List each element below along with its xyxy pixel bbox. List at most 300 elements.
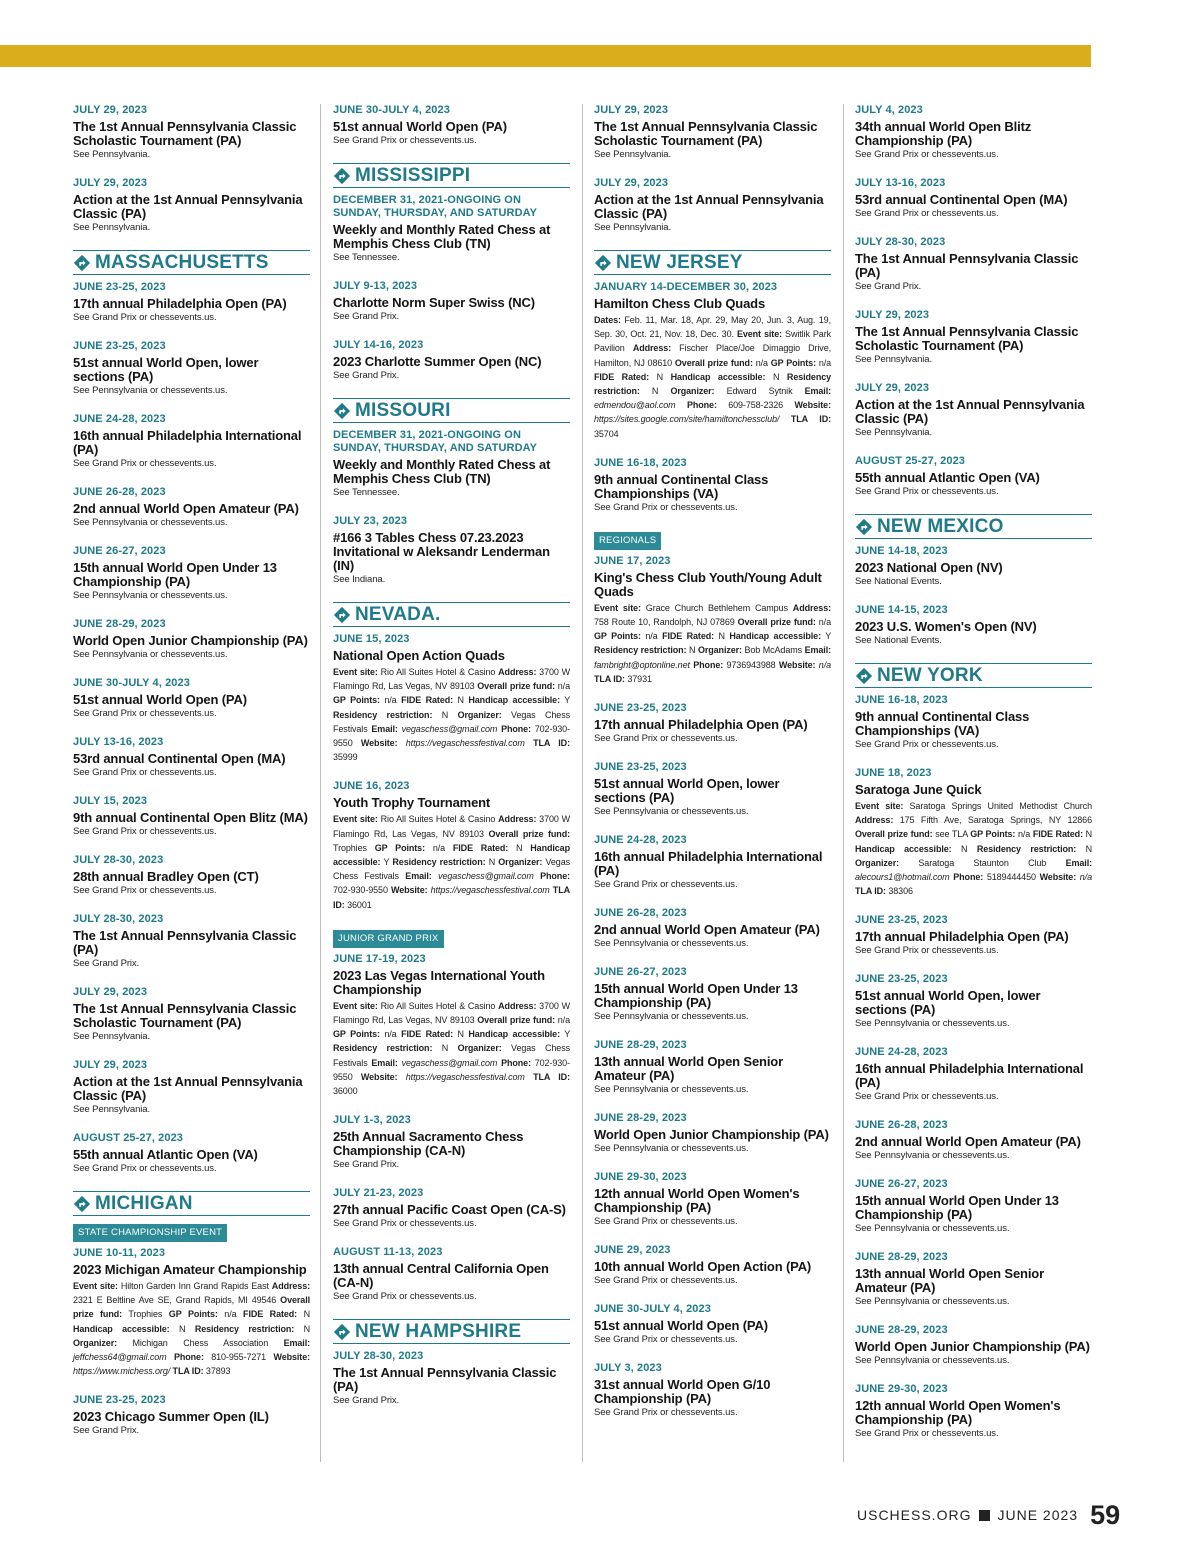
event-title: 2nd annual World Open Amateur (PA) [73,501,299,516]
event-reference: See Pennsylvania. [73,1031,150,1042]
event-title: #166 3 Tables Chess 07.23.2023 Invitational w Aleksandr Lenderman (IN) [333,530,550,573]
detail-label: FIDE Rated: [1032,829,1083,840]
detail-label: GP Points: [374,842,425,853]
detail-value[interactable]: https://vegaschessfestival.com [430,885,550,896]
detail-label: Organizer: [697,645,742,656]
event-reference: See Grand Prix or chessevents.us. [333,135,477,146]
event-reference: See Pennsylvania or chessevents.us. [73,385,228,396]
detail-label: GP Points: [333,1029,380,1040]
event-listing [594,530,831,686]
detail-value[interactable]: jeffchess64@gmail.com [73,1352,167,1363]
event-reference: See Pennsylvania or chessevents.us. [594,806,749,818]
detail-value: n/a [557,1015,570,1026]
detail-value[interactable]: edmendou@aol.com [594,400,676,411]
event-listing [73,545,310,602]
event-date: JULY 29, 2023 [73,177,148,189]
header-accent-bar [0,45,1091,67]
detail-value: Switlik Park Pavilion [594,329,831,354]
detail-value[interactable]: fambright@optonline.net [594,659,690,670]
event-title: 34th annual World Open Blitz Championship (PA) [855,119,1032,148]
detail-value[interactable]: vegaschess@gmail.com [401,723,498,734]
detail-label: Overall prize fund: [73,1295,310,1320]
detail-value: N [178,1323,186,1334]
detail-value: N [516,842,523,853]
event-listing [73,854,310,897]
detail-label: FIDE Rated: [594,371,650,382]
event-date: JUNE 30-JULY 4, 2023 [73,677,190,689]
event-title: 51st annual World Open (PA) [333,119,507,134]
detail-value: 702-930-9550 [333,885,388,896]
detail-label: Email: [283,1337,311,1348]
event-date: JULY 28-30, 2023 [855,236,946,248]
detail-value: n/a [645,631,658,642]
event-listing [594,1171,831,1228]
event-listing [73,913,310,970]
detail-label: Residency restriction: [194,1323,295,1334]
event-title: 9th annual Continental Open Blitz (MA) [73,810,308,825]
detail-label: Handicap accessible: [73,1323,170,1334]
state-name: MICHIGAN [95,1192,193,1214]
event-title: 13th annual Central California Open (CA-N) [333,1261,549,1291]
event-title: King's Chess Club Youth/Young Adult Quads [594,569,822,599]
event-reference: See Pennsylvania or chessevents.us. [855,1223,1010,1235]
detail-value: 9736943988 [726,659,776,670]
event-listing [73,986,310,1043]
event-date: JUNE 17-19, 2023 [333,952,426,965]
event-reference: See Grand Prix. [333,370,400,381]
event-listing [594,1303,831,1346]
event-listing [855,177,1092,220]
detail-value: Hilton Garden Inn Grand Rapids East [120,1281,269,1291]
event-listing [855,455,1092,498]
event-date: JUNE 29, 2023 [594,1244,671,1257]
event-title: Weekly and Monthly Rated Chess at Memphis Chess Club (TN) [333,222,551,251]
detail-label: Website: [360,738,398,749]
event-title: The 1st Annual Pennsylvania Classic Scholastic Tournament (PA) [73,119,297,148]
event-reference: See Grand Prix or chessevents.us. [855,208,999,219]
state-heading [73,1191,310,1216]
detail-label: GP Points: [333,695,380,706]
detail-value: 35999 [333,752,358,763]
detail-value[interactable]: https://sites.google.com/site/hamiltonchessclub/ [594,414,780,425]
detail-label: TLA ID: [855,886,886,897]
event-date: JUNE 29-30, 2023 [855,1383,948,1396]
direction-sign-icon [73,254,91,272]
event-listing [333,194,570,264]
detail-label: FIDE Rated: [401,695,454,706]
event-date: JUNE 16-18, 2023 [594,456,687,469]
event-reference: See Grand Prix or chessevents.us. [855,739,999,750]
detail-value: 37931 [627,673,652,684]
event-date: JUNE 16, 2023 [333,780,410,793]
event-listing [73,413,310,470]
detail-label: Overall prize fund: [488,828,570,839]
detail-label: TLA ID: [594,673,625,684]
event-details [73,1279,310,1378]
detail-value: n/a [818,357,832,368]
detail-value: N [718,631,725,642]
event-listing [73,281,310,324]
event-date: JUNE 26-28, 2023 [594,907,687,920]
event-title: Youth Trophy Tournament [333,795,491,811]
event-date: JUNE 26-27, 2023 [855,1178,948,1191]
event-details [855,799,1092,898]
event-title: 51st annual World Open (PA) [594,1318,768,1334]
direction-sign-icon [73,1195,91,1213]
event-reference: See Grand Prix or chessevents.us. [73,458,217,469]
footer-issue: JUNE 2023 [997,1507,1079,1523]
event-listing [333,1114,570,1171]
event-listing [855,604,1092,647]
detail-label: Handicap accessible: [670,371,766,382]
event-date: JUNE 23-25, 2023 [73,340,166,352]
detail-label: Overall prize fund: [477,681,556,692]
detail-label: TLA ID: [533,738,570,749]
event-title: Saratoga June Quick [855,782,982,797]
event-reference: See National Events. [855,635,942,646]
detail-label: Event site: [736,329,782,340]
event-listing [855,973,1092,1030]
event-date: AUGUST 25-27, 2023 [855,455,966,467]
detail-label: Organizer: [73,1337,118,1348]
state-heading [333,163,570,188]
event-listing [594,834,831,891]
state-heading [73,250,310,275]
event-listing [333,1350,570,1407]
state-name: MASSACHUSETTS [95,251,269,273]
event-listing [333,104,570,147]
event-reference: See Pennsylvania or chessevents.us. [855,1150,1010,1162]
detail-label: Organizer: [670,386,715,397]
event-reference: See Pennsylvania or chessevents.us. [73,649,228,660]
event-title: 2023 Charlotte Summer Open (NC) [333,354,542,369]
event-reference: See Pennsylvania or chessevents.us. [594,1143,749,1155]
detail-label: TLA ID: [333,885,570,910]
event-title: 17th annual Philadelphia Open (PA) [855,929,1069,945]
event-listing [333,339,570,382]
state-heading [333,602,570,627]
detail-value[interactable]: vegaschess@gmail.com [401,1057,498,1068]
detail-label: Phone: [540,871,570,882]
detail-value: n/a [384,1029,397,1040]
detail-label: Website: [1039,872,1077,883]
event-title: 16th annual Philadelphia International (PA) [73,428,302,457]
event-title: World Open Junior Championship (PA) [594,1127,829,1143]
event-listing [855,1046,1092,1103]
event-details [333,999,570,1098]
event-reference: See Grand Prix or chessevents.us. [73,312,217,323]
detail-label: Address: [632,343,672,354]
event-reference: See Grand Prix or chessevents.us. [73,885,217,896]
event-listing [594,1362,831,1419]
event-title: 12th annual World Open Women's Championship (PA) [855,1398,1061,1428]
event-date: JULY 29, 2023 [855,382,930,394]
event-date: JUNE 23-25, 2023 [73,281,166,293]
detail-label: Residency restriction: [333,709,433,720]
event-listing [333,515,570,586]
detail-value[interactable]: n/a [818,659,832,670]
event-date: JULY 3, 2023 [594,1362,662,1375]
event-reference: See Pennsylvania or chessevents.us. [855,1018,1010,1030]
detail-label: Handicap accessible: [729,631,821,642]
event-title: The 1st Annual Pennsylvania Classic Scholastic Tournament (PA) [594,119,818,148]
detail-value: 5189444450 [986,872,1036,883]
event-reference: See Grand Prix or chessevents.us. [855,149,999,160]
event-title: World Open Junior Championship (PA) [855,1339,1090,1355]
detail-label: FIDE Rated: [243,1309,298,1320]
event-date: JULY 29, 2023 [73,1059,148,1071]
event-reference: See Grand Prix or chessevents.us. [594,1216,738,1228]
event-listing [333,280,570,323]
detail-value: N [1085,829,1093,840]
event-date: JULY 29, 2023 [594,104,669,116]
event-listing [73,677,310,720]
detail-label: Organizer: [498,857,543,868]
state-name: NEW MEXICO [877,515,1004,537]
event-reference: See Grand Prix. [73,1425,140,1437]
direction-sign-icon [855,518,873,536]
event-title: 2023 U.S. Women's Open (NV) [855,619,1037,634]
event-reference: See Pennsylvania or chessevents.us. [594,1011,749,1023]
direction-sign-icon [333,606,351,624]
event-reference: See Grand Prix or chessevents.us. [594,1407,738,1419]
detail-label: Event site: [855,801,904,811]
detail-value: n/a [432,842,446,853]
event-title: 15th annual World Open Under 13 Championship (PA) [855,1193,1059,1223]
event-title: National Open Action Quads [333,648,505,663]
detail-value: 810-955-7271 [211,1352,267,1363]
event-title: 17th annual Philadelphia Open (PA) [73,296,287,311]
event-title: 2023 National Open (NV) [855,560,1003,575]
event-title: Action at the 1st Annual Pennsylvania Classic (PA) [73,192,303,221]
event-reference: See Pennsylvania. [594,149,671,160]
detail-value: 36000 [333,1086,358,1097]
event-date: JULY 28-30, 2023 [73,913,164,925]
event-reference: See Grand Prix or chessevents.us. [855,486,999,497]
detail-label: Residency restriction: [976,843,1077,854]
event-title: Action at the 1st Annual Pennsylvania Classic (PA) [855,397,1085,426]
event-listing [594,1244,831,1287]
event-title: 2023 Las Vegas International Youth Championship [333,967,545,997]
detail-label: Event site: [333,667,378,677]
event-date: JULY 29, 2023 [594,177,669,189]
detail-label: Overall prize fund: [477,1015,556,1026]
event-reference: See Pennsylvania. [855,354,932,365]
event-category-badge: STATE CHAMPIONSHIP EVENT [73,1224,227,1242]
event-title: Hamilton Chess Club Quads [594,296,766,311]
event-listing [855,1324,1092,1367]
detail-label: Dates: [594,315,621,325]
event-date: JULY 15, 2023 [73,795,148,807]
event-title: 12th annual World Open Women's Championship (PA) [594,1186,800,1216]
detail-value: N [772,371,780,382]
event-date: JUNE 23-25, 2023 [73,1394,166,1407]
event-title: Weekly and Monthly Rated Chess at Memphis Chess Club (TN) [333,457,551,486]
event-date: JULY 23, 2023 [333,515,408,527]
event-date: JANUARY 14-DECEMBER 30, 2023 [594,281,778,293]
event-title: The 1st Annual Pennsylvania Classic Scholastic Tournament (PA) [855,324,1079,353]
detail-label: Phone: [173,1352,204,1363]
detail-value: Rio All Suites Hotel & Casino [380,814,496,825]
detail-value: Y [825,631,832,642]
event-category-badge: REGIONALS [594,532,661,550]
detail-label: Address: [498,667,537,677]
detail-value: 36001 [347,899,372,910]
event-details [594,601,831,686]
event-reference: See National Events. [855,576,942,587]
event-title: 51st annual World Open, lower sections (PA) [73,355,259,384]
event-reference: See Pennsylvania or chessevents.us. [73,517,228,528]
event-reference: See Pennsylvania. [594,222,671,233]
event-date: JUNE 28-29, 2023 [73,618,166,630]
event-reference: See Pennsylvania or chessevents.us. [855,1355,1010,1367]
event-date: JULY 13-16, 2023 [73,736,164,748]
event-title: 9th annual Continental Class Championships (VA) [594,471,769,501]
event-reference: See Grand Prix. [333,1395,400,1407]
detail-value[interactable]: vegaschess@gmail.com [438,871,534,882]
detail-value: N [1085,843,1092,854]
direction-sign-icon [333,402,351,420]
event-title: 2nd annual World Open Amateur (PA) [594,922,820,938]
event-listing [73,104,310,161]
event-listing [73,340,310,397]
event-title: The 1st Annual Pennsylvania Classic (PA) [855,251,1079,280]
detail-label: Website: [390,885,428,896]
detail-value: N [303,1309,311,1320]
detail-value: n/a [384,695,397,706]
detail-label: TLA ID: [790,414,831,425]
detail-label: Event site: [73,1281,118,1291]
event-date: JULY 1-3, 2023 [333,1114,411,1127]
detail-label: Event site: [333,814,378,825]
event-reference: See Grand Prix or chessevents.us. [73,767,217,778]
detail-label: TLA ID: [172,1366,204,1377]
event-date: JUNE 15, 2023 [333,633,410,645]
event-title: 17th annual Philadelphia Open (PA) [594,717,808,733]
event-listing [594,702,831,745]
state-heading [855,514,1092,539]
detail-label: Phone: [501,723,531,734]
event-listing [73,1222,310,1378]
detail-label: Email: [1065,857,1092,868]
detail-label: Overall prize fund: [674,357,753,368]
detail-value: Grace Church Bethlehem Campus [645,602,788,613]
event-listing [855,382,1092,439]
event-title: 27th annual Pacific Coast Open (CA-S) [333,1202,566,1218]
detail-value[interactable]: https://vegaschessfestival.com [405,738,525,749]
detail-value[interactable]: alecours1@hotmail.com [855,872,950,883]
detail-value: Vegas Chess Festivals [333,857,571,882]
event-date: JUNE 24-28, 2023 [855,1046,948,1059]
event-date: JUNE 30-JULY 4, 2023 [594,1303,711,1316]
detail-label: TLA ID: [533,1071,570,1082]
event-listing [594,907,831,950]
column-divider [320,104,321,1462]
detail-value[interactable]: https://www.michess.org/ [73,1366,171,1377]
event-date: JUNE 10-11, 2023 [73,1247,166,1259]
detail-label: Overall prize fund: [737,617,816,628]
detail-value: N [457,695,464,706]
detail-value: n/a [1017,829,1031,840]
event-date: JUNE 17, 2023 [594,554,671,567]
event-listing [594,761,831,818]
event-listing [855,309,1092,366]
detail-label: Address: [498,814,537,825]
event-title: 15th annual World Open Under 13 Championship (PA) [594,981,798,1011]
event-title: 53rd annual Continental Open (MA) [73,751,286,766]
detail-value: 175 Fifth Ave, Saratoga Springs, NY 12866 [899,815,1092,826]
detail-label: Email: [371,723,398,734]
event-title: 53rd annual Continental Open (MA) [855,192,1068,207]
event-reference: See Grand Prix or chessevents.us. [73,826,217,837]
event-listing [855,1383,1092,1440]
event-listing [73,177,310,234]
event-title: 9th annual Continental Class Championships (VA) [855,709,1030,738]
event-listing [333,633,570,764]
event-title: 16th annual Philadelphia International (PA) [855,1061,1084,1091]
footer-site[interactable]: USCHESS.ORG [857,1507,972,1523]
event-listing [333,1246,570,1303]
detail-value: N [656,371,664,382]
detail-label: GP Points: [168,1309,218,1320]
detail-value: Michigan Chess Association [132,1337,269,1348]
event-reference: See Pennsylvania. [73,1104,150,1115]
detail-value[interactable]: n/a [1079,872,1092,883]
event-date: JUNE 23-25, 2023 [594,702,687,715]
event-title: The 1st Annual Pennsylvania Classic Scholastic Tournament (PA) [73,1001,297,1030]
detail-label: Website: [778,659,816,670]
detail-label: Email: [804,386,832,397]
event-date: JUNE 14-15, 2023 [855,604,948,616]
column-divider [843,104,844,1462]
detail-value: Y [564,1029,571,1040]
event-listing [594,966,831,1023]
detail-value: Y [383,857,390,868]
event-date: JULY 29, 2023 [73,104,148,116]
event-date: JUNE 26-27, 2023 [594,966,687,979]
detail-value: 3700 W Flamingo Rd, Las Vegas, NV 89103 [333,667,570,692]
detail-value: see TLA [935,829,968,840]
direction-sign-icon [594,254,612,272]
event-reference: See Grand Prix or chessevents.us. [333,1291,477,1303]
event-date: JUNE 26-28, 2023 [855,1119,948,1132]
event-title: 51st annual World Open (PA) [73,692,247,707]
detail-label: Handicap accessible: [333,842,570,868]
event-reference: See Pennsylvania or chessevents.us. [73,590,228,601]
event-date: JULY 14-16, 2023 [333,339,424,351]
event-date: JUNE 23-25, 2023 [594,761,687,774]
event-reference: See Grand Prix. [333,311,400,322]
event-listing [73,486,310,529]
event-date: JUNE 23-25, 2023 [855,973,948,986]
event-title: 55th annual Atlantic Open (VA) [73,1147,258,1162]
event-reference: See Grand Prix or chessevents.us. [333,1218,477,1230]
detail-value: Fischer Place/Joe Dimaggio Drive, Hamilton, NJ 08610 [594,343,831,368]
event-reference: See Pennsylvania or chessevents.us. [594,1084,749,1096]
detail-value[interactable]: https://vegaschessfestival.com [405,1071,525,1082]
event-date: JUNE 30-JULY 4, 2023 [333,104,450,116]
detail-label: FIDE Rated: [401,1029,454,1040]
event-reference: See Grand Prix or chessevents.us. [594,879,738,891]
detail-label: Email: [405,871,432,882]
event-date: JULY 29, 2023 [855,309,930,321]
detail-label: Residency restriction: [594,645,687,656]
event-date: JUNE 29-30, 2023 [594,1171,687,1184]
detail-label: Phone: [501,1057,531,1068]
state-name: MISSOURI [355,399,451,421]
event-reference: See Grand Prix or chessevents.us. [855,1428,999,1440]
event-details [594,313,831,441]
